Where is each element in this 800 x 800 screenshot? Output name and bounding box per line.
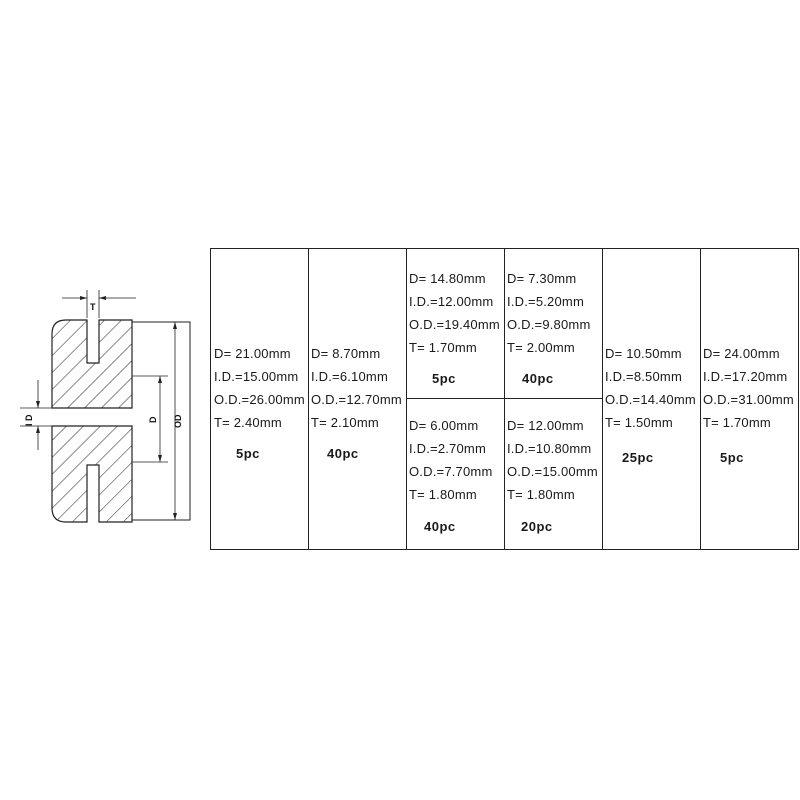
- spec-od: O.D.=9.80mm: [507, 317, 591, 332]
- spec-qty-1: 5pc: [236, 446, 260, 461]
- spec-id: I.D.=15.00mm: [214, 369, 299, 384]
- spec-id: I.D.=17.20mm: [703, 369, 788, 384]
- spec-values-5: [409, 414, 492, 506]
- spec-t: T= 1.70mm: [703, 415, 771, 430]
- t-label: T: [90, 302, 96, 312]
- spec-od: O.D.=14.40mm: [605, 392, 696, 407]
- spec-t: T= 1.80mm: [507, 487, 575, 502]
- spec-d: D= 21.00mm: [214, 346, 291, 361]
- hatched-body: [52, 320, 132, 522]
- spec-d: D= 6.00mm: [409, 418, 479, 433]
- t-dimension: [62, 290, 136, 318]
- spec-od: O.D.=15.00mm: [507, 464, 598, 479]
- od-dimension: [173, 322, 183, 520]
- d-dimension: [132, 376, 168, 462]
- spec-od: O.D.=26.00mm: [214, 392, 305, 407]
- spec-id: I.D.=5.20mm: [507, 294, 584, 309]
- spec-t: T= 2.40mm: [214, 415, 282, 430]
- spec-id: I.D.=12.00mm: [409, 294, 494, 309]
- spec-values-6: [507, 414, 598, 506]
- spec-t: T= 1.80mm: [409, 487, 477, 502]
- grommet-cross-section-diagram: [0, 0, 210, 800]
- spec-values-7: [605, 342, 696, 434]
- spec-d: D= 12.00mm: [507, 418, 584, 433]
- spec-qty-5: 40pc: [424, 519, 456, 534]
- spec-t: T= 1.70mm: [409, 340, 477, 355]
- spec-od: O.D.=12.70mm: [311, 392, 402, 407]
- d-label: D: [148, 416, 158, 423]
- spec-d: D= 10.50mm: [605, 346, 682, 361]
- spec-values-3: [409, 267, 500, 359]
- spec-qty-3: 5pc: [432, 371, 456, 386]
- spec-id: I.D.=2.70mm: [409, 441, 486, 456]
- spec-id: I.D.=8.50mm: [605, 369, 682, 384]
- spec-qty-8: 5pc: [720, 450, 744, 465]
- spec-od: O.D.=7.70mm: [409, 464, 493, 479]
- id-label: I D: [24, 414, 34, 426]
- spec-od: O.D.=31.00mm: [703, 392, 794, 407]
- spec-d: D= 14.80mm: [409, 271, 486, 286]
- spec-d: D= 24.00mm: [703, 346, 780, 361]
- spec-qty-2: 40pc: [327, 446, 359, 461]
- spec-od: O.D.=19.40mm: [409, 317, 500, 332]
- spec-t: T= 2.00mm: [507, 340, 575, 355]
- spec-qty-4: 40pc: [522, 371, 554, 386]
- spec-d: D= 8.70mm: [311, 346, 381, 361]
- spec-d: D= 7.30mm: [507, 271, 577, 286]
- spec-qty-7: 25pc: [622, 450, 654, 465]
- spec-qty-6: 20pc: [521, 519, 553, 534]
- spec-t: T= 2.10mm: [311, 415, 379, 430]
- spec-id: I.D.=6.10mm: [311, 369, 388, 384]
- spec-values-4: [507, 267, 590, 359]
- spec-t: T= 1.50mm: [605, 415, 673, 430]
- spec-values-1: [214, 342, 305, 434]
- spec-values-2: [311, 342, 402, 434]
- spec-id: I.D.=10.80mm: [507, 441, 592, 456]
- spec-values-8: [703, 342, 794, 434]
- od-label: OD: [173, 414, 183, 428]
